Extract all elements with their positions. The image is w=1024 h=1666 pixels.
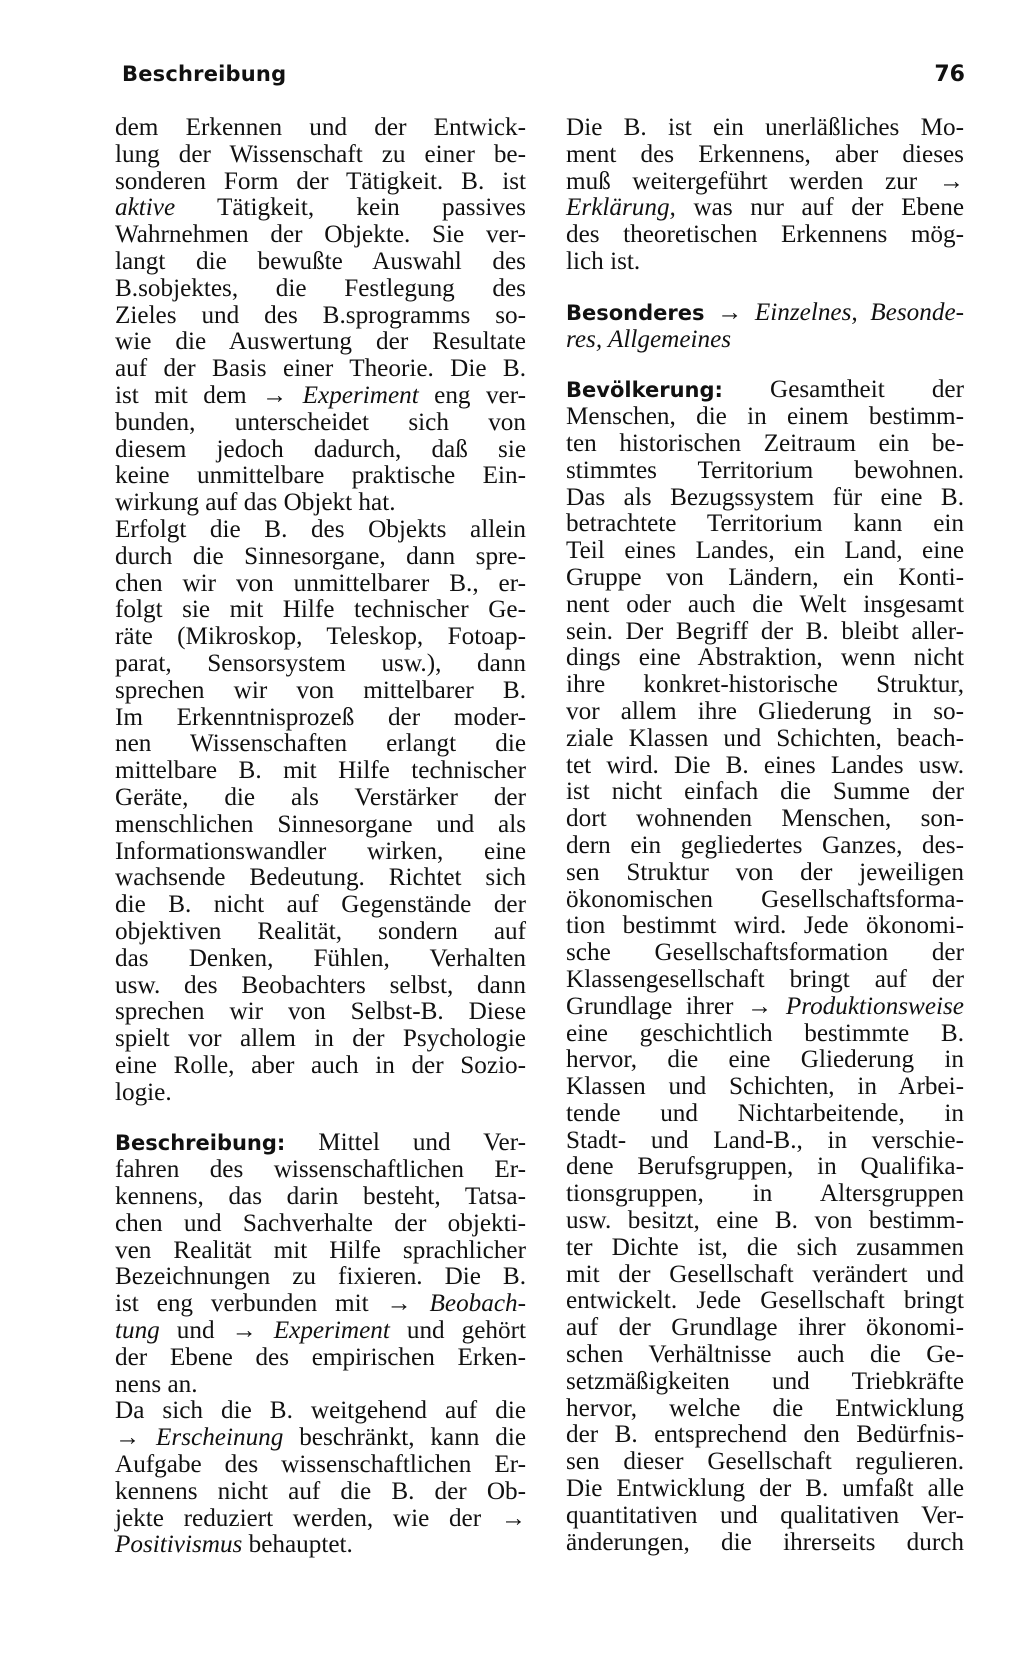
text-line <box>115 1425 526 1452</box>
text-line: objektiven Realität, sondern auf <box>115 917 526 945</box>
text-line: eine geschichtlich bestimmte B. <box>566 1019 964 1047</box>
text-line: kennens nicht auf die B. der Ob- <box>115 1477 526 1505</box>
text-line: lich ist. <box>566 247 641 275</box>
text-line: folgt sie mit Hilfe technischer Ge- <box>115 596 526 624</box>
text-line: Klassen und Schichten, in Arbei- <box>566 1073 964 1101</box>
text-fragment: behauptet. <box>242 1531 353 1559</box>
entry-beschreibung-continuation <box>566 115 964 276</box>
text-line: logie. <box>115 1078 172 1106</box>
text-fragment: und <box>159 1317 232 1345</box>
text-line: der Ebene des empirischen Erken- <box>115 1343 526 1371</box>
text-line: änderungen, die ihrerseits durch <box>566 1528 964 1556</box>
text-line: durch die Sinnesorgane, dann spre- <box>115 542 526 570</box>
text-fragment: Grundlage ihrer <box>566 992 748 1020</box>
text-line: der B. entsprechend den Bedürfnis- <box>566 1421 964 1449</box>
text-line <box>566 994 964 1021</box>
text-line: sprechen wir von mittelbarer B. <box>115 676 526 704</box>
text-line: lung der Wissenschaft zu einer be- <box>115 140 526 168</box>
text-line: keine unmittelbare praktische Ein- <box>115 462 526 490</box>
text-line: Bezeichnungen zu fixieren. Die B. <box>115 1263 526 1291</box>
arrow-icon: → <box>115 1424 141 1452</box>
text-line: nen Wissenschaften erlangt die <box>115 730 526 758</box>
text-line: mittelbare B. mit Hilfe technischer <box>115 757 526 785</box>
text-line <box>115 195 526 222</box>
text-line: ihre konkret-historische Struktur, <box>566 671 964 699</box>
text-line: chen wir von unmittelbarer B., er- <box>115 569 526 597</box>
emphasis-text: aktive <box>115 194 176 222</box>
text-line: usw. des Beobachters selbst, dann <box>115 971 526 999</box>
text-line: räte (Mikroskop, Teleskop, Fotoap- <box>115 623 526 651</box>
text-line: bunden, unterscheidet sich von <box>115 408 526 436</box>
text-line: chen und Sachverhalte der objekti- <box>115 1209 526 1237</box>
entry-bevoelkerung <box>566 377 964 1556</box>
text-line: ten historischen Zeitraum ein be- <box>566 429 964 457</box>
page-number: 76 <box>934 62 965 87</box>
text-line: tionsgruppen, in Altersgruppen <box>566 1180 964 1208</box>
text-line <box>566 300 964 327</box>
cross-reference-beobachtung[interactable]: tung <box>115 1317 160 1345</box>
text-line: vor allem ihre Gliederung in so- <box>566 697 964 725</box>
text-line: Stadt- und Land-B., in verschie- <box>566 1126 964 1154</box>
text-line: Gruppe von Ländern, ein Konti- <box>566 563 964 591</box>
arrow-icon: → <box>747 992 773 1020</box>
text-line: sein. Der Begriff der B. bleibt aller- <box>566 617 964 645</box>
cross-reference-produktionsweise[interactable]: Produktionsweise <box>785 992 964 1020</box>
text-line: Da sich die B. weitgehend auf die <box>115 1397 526 1425</box>
text-line <box>115 1291 526 1318</box>
text-line: eine Rolle, aber auch in der Sozio- <box>115 1051 526 1079</box>
text-line: sprechen wir von Selbst-B. Diese <box>115 998 526 1026</box>
text-fragment: jekte reduziert werden, wie der <box>115 1504 482 1532</box>
text-fragment: Gesamtheit der <box>722 376 964 404</box>
text-line: menschlichen Sinnesorgane und als <box>115 810 526 838</box>
text-line: des theoretischen Erkennens mög- <box>566 221 964 249</box>
text-line <box>566 327 964 354</box>
text-line: Zieles und des B.sprogramms so- <box>115 301 526 329</box>
text-fragment: beschränkt, kann die <box>283 1424 526 1452</box>
text-line: spielt vor allem in der Psychologie <box>115 1025 526 1053</box>
text-line: mit der Gesellschaft verändert und <box>566 1260 964 1288</box>
text-fragment: eng ver- <box>418 381 526 409</box>
text-line: nens an. <box>115 1370 198 1398</box>
text-line <box>115 1130 526 1157</box>
entry-besonderes <box>566 300 964 354</box>
cross-reference-einzelnes[interactable]: Einzelnes, Besonde- <box>754 298 965 326</box>
arrow-icon: → <box>231 1317 257 1345</box>
text-line: wachsende Bedeutung. Richtet sich <box>115 864 526 892</box>
right-column <box>566 115 964 1556</box>
text-fragment: was nur auf der Ebene <box>675 194 964 222</box>
text-line: sche Gesellschaftsformation der <box>566 939 964 967</box>
text-line: dene Berufsgruppen, in Qualifika- <box>566 1153 964 1181</box>
cross-reference-erklaerung[interactable]: Erklärung, <box>566 194 676 222</box>
text-fragment: und gehört <box>389 1317 526 1345</box>
text-line <box>115 383 526 410</box>
text-line: hervor, die eine Gliederung in <box>566 1046 964 1074</box>
text-line <box>566 195 964 222</box>
text-line: Erfolgt die B. des Objekts allein <box>115 515 526 543</box>
text-line: das Denken, Fühlen, Verhalten <box>115 944 526 972</box>
arrow-icon: → <box>500 1504 526 1532</box>
text-line <box>115 1532 526 1559</box>
text-line: tet wird. Die B. eines Landes usw. <box>566 751 964 779</box>
text-line: Die Entwicklung der B. umfaßt alle <box>566 1475 964 1503</box>
cross-reference-einzelnes[interactable]: res, Allgemeines <box>566 325 732 353</box>
text-fragment: muß weitergeführt werden zur <box>566 167 918 195</box>
running-head: Beschreibung <box>122 62 287 86</box>
text-line: langt die bewußte Auswahl des <box>115 247 526 275</box>
text-line: sonderen Form der Tätigkeit. B. ist <box>115 167 526 195</box>
text-line: die B. nicht auf Gegenstände der <box>115 891 526 919</box>
text-line: wie die Auswertung der Resultate <box>115 328 526 356</box>
text-line: dern ein gegliedertes Ganzes, des- <box>566 831 964 859</box>
text-fragment: ist eng verbunden mit <box>115 1290 387 1318</box>
text-line: ment des Erkennens, aber dieses <box>566 140 964 168</box>
text-line: Wahrnehmen der Objekte. Sie ver- <box>115 221 526 249</box>
text-line: hervor, welche die Entwicklung <box>566 1394 964 1422</box>
text-line: setzmäßigkeiten und Triebkräfte <box>566 1367 964 1395</box>
text-line: auf der Grundlage ihrer ökonomi- <box>566 1314 964 1342</box>
text-line: dort wohnenden Menschen, son- <box>566 805 964 833</box>
text-line: Teil eines Landes, ein Land, eine <box>566 537 964 565</box>
text-line: schen Verhältnisse auch die Ge- <box>566 1341 964 1369</box>
cross-reference-positivismus[interactable]: Positivismus <box>115 1531 243 1559</box>
text-line: diesem jedoch dadurch, daß sie <box>115 435 526 463</box>
text-line: parat, Sensorsystem usw.), dann <box>115 649 526 677</box>
text-line: quantitativen und qualitativen Ver- <box>566 1501 964 1529</box>
arrow-icon: → <box>938 167 965 195</box>
text-line: ist nicht einfach die Summe der <box>566 778 964 806</box>
text-line: sen Struktur von der jeweiligen <box>566 858 964 886</box>
text-line: kennens, das darin besteht, Tatsa- <box>115 1183 526 1211</box>
text-line: Aufgabe des wissenschaftlichen Er- <box>115 1451 526 1479</box>
entry-headword: Bevölkerung: <box>566 378 723 403</box>
text-line: Die B. ist ein unerläßliches Mo- <box>566 114 964 141</box>
cross-reference-beobachtung[interactable]: Beobach- <box>429 1290 527 1318</box>
text-line: Informationswandler wirken, eine <box>115 837 526 865</box>
text-line: nent oder auch die Welt insgesamt <box>566 590 964 618</box>
text-line: ziale Klassen und Schichten, beach- <box>566 724 964 752</box>
text-line: auf der Basis einer Theorie. Die B. <box>115 355 526 383</box>
text-line: tende und Nichtarbeitende, in <box>566 1099 964 1127</box>
text-fragment: Mittel und Ver- <box>285 1129 526 1157</box>
left-column <box>115 115 526 1559</box>
text-fragment: ist mit dem <box>115 381 263 409</box>
text-line: Das als Bezugssystem für eine B. <box>566 483 964 511</box>
arrow-icon: → <box>717 298 743 326</box>
arrow-icon: → <box>386 1290 412 1318</box>
text-line: betrachtete Territorium kann ein <box>566 510 964 538</box>
arrow-icon: → <box>262 381 288 409</box>
entry-headword: Beschreibung: <box>115 1131 286 1156</box>
text-line: dings eine Abstraktion, wenn nicht <box>566 644 964 672</box>
entry-headword: Besonderes <box>566 300 705 325</box>
text-line: entwickelt. Jede Gesellschaft bringt <box>566 1287 964 1315</box>
text-line: ökonomischen Gesellschaftsforma- <box>566 885 964 913</box>
text-line <box>566 169 964 196</box>
text-line: Geräte, die als Verstärker der <box>115 783 526 811</box>
text-line: tion bestimmt wird. Jede ökonomi- <box>566 912 964 940</box>
text-line: Klassengesellschaft bringt auf der <box>566 965 964 993</box>
text-line: Menschen, die in einem bestimm- <box>566 403 964 431</box>
text-line: fahren des wissenschaftlichen Er- <box>115 1156 526 1184</box>
text-line <box>115 1506 526 1533</box>
text-line: B.sobjektes, die Festlegung des <box>115 274 526 302</box>
text-line: dem Erkennen und der Entwick- <box>115 114 526 141</box>
text-fragment: Tätigkeit, kein passives <box>175 194 526 222</box>
text-line: usw. besitzt, eine B. von bestimm- <box>566 1207 964 1235</box>
text-line: stimmtes Territorium bewohnen. <box>566 456 964 484</box>
text-line: sen dieser Gesellschaft regulieren. <box>566 1448 964 1476</box>
text-line: Im Erkenntnisprozeß der moder- <box>115 703 526 731</box>
cross-reference-experiment[interactable]: Experiment <box>273 1317 390 1345</box>
cross-reference-experiment[interactable]: Experiment <box>302 381 419 409</box>
text-line <box>115 1318 526 1345</box>
text-line <box>566 377 964 404</box>
cross-reference-erscheinung[interactable]: Erscheinung <box>156 1424 284 1452</box>
text-line: ter Dichte ist, die sich zusammen <box>566 1233 964 1261</box>
entry-beobachtung-continuation <box>115 115 526 1106</box>
text-line: ven Realität mit Hilfe sprachlicher <box>115 1236 526 1264</box>
text-line: wirkung auf das Objekt hat. <box>115 489 396 517</box>
entry-beschreibung <box>115 1130 526 1559</box>
